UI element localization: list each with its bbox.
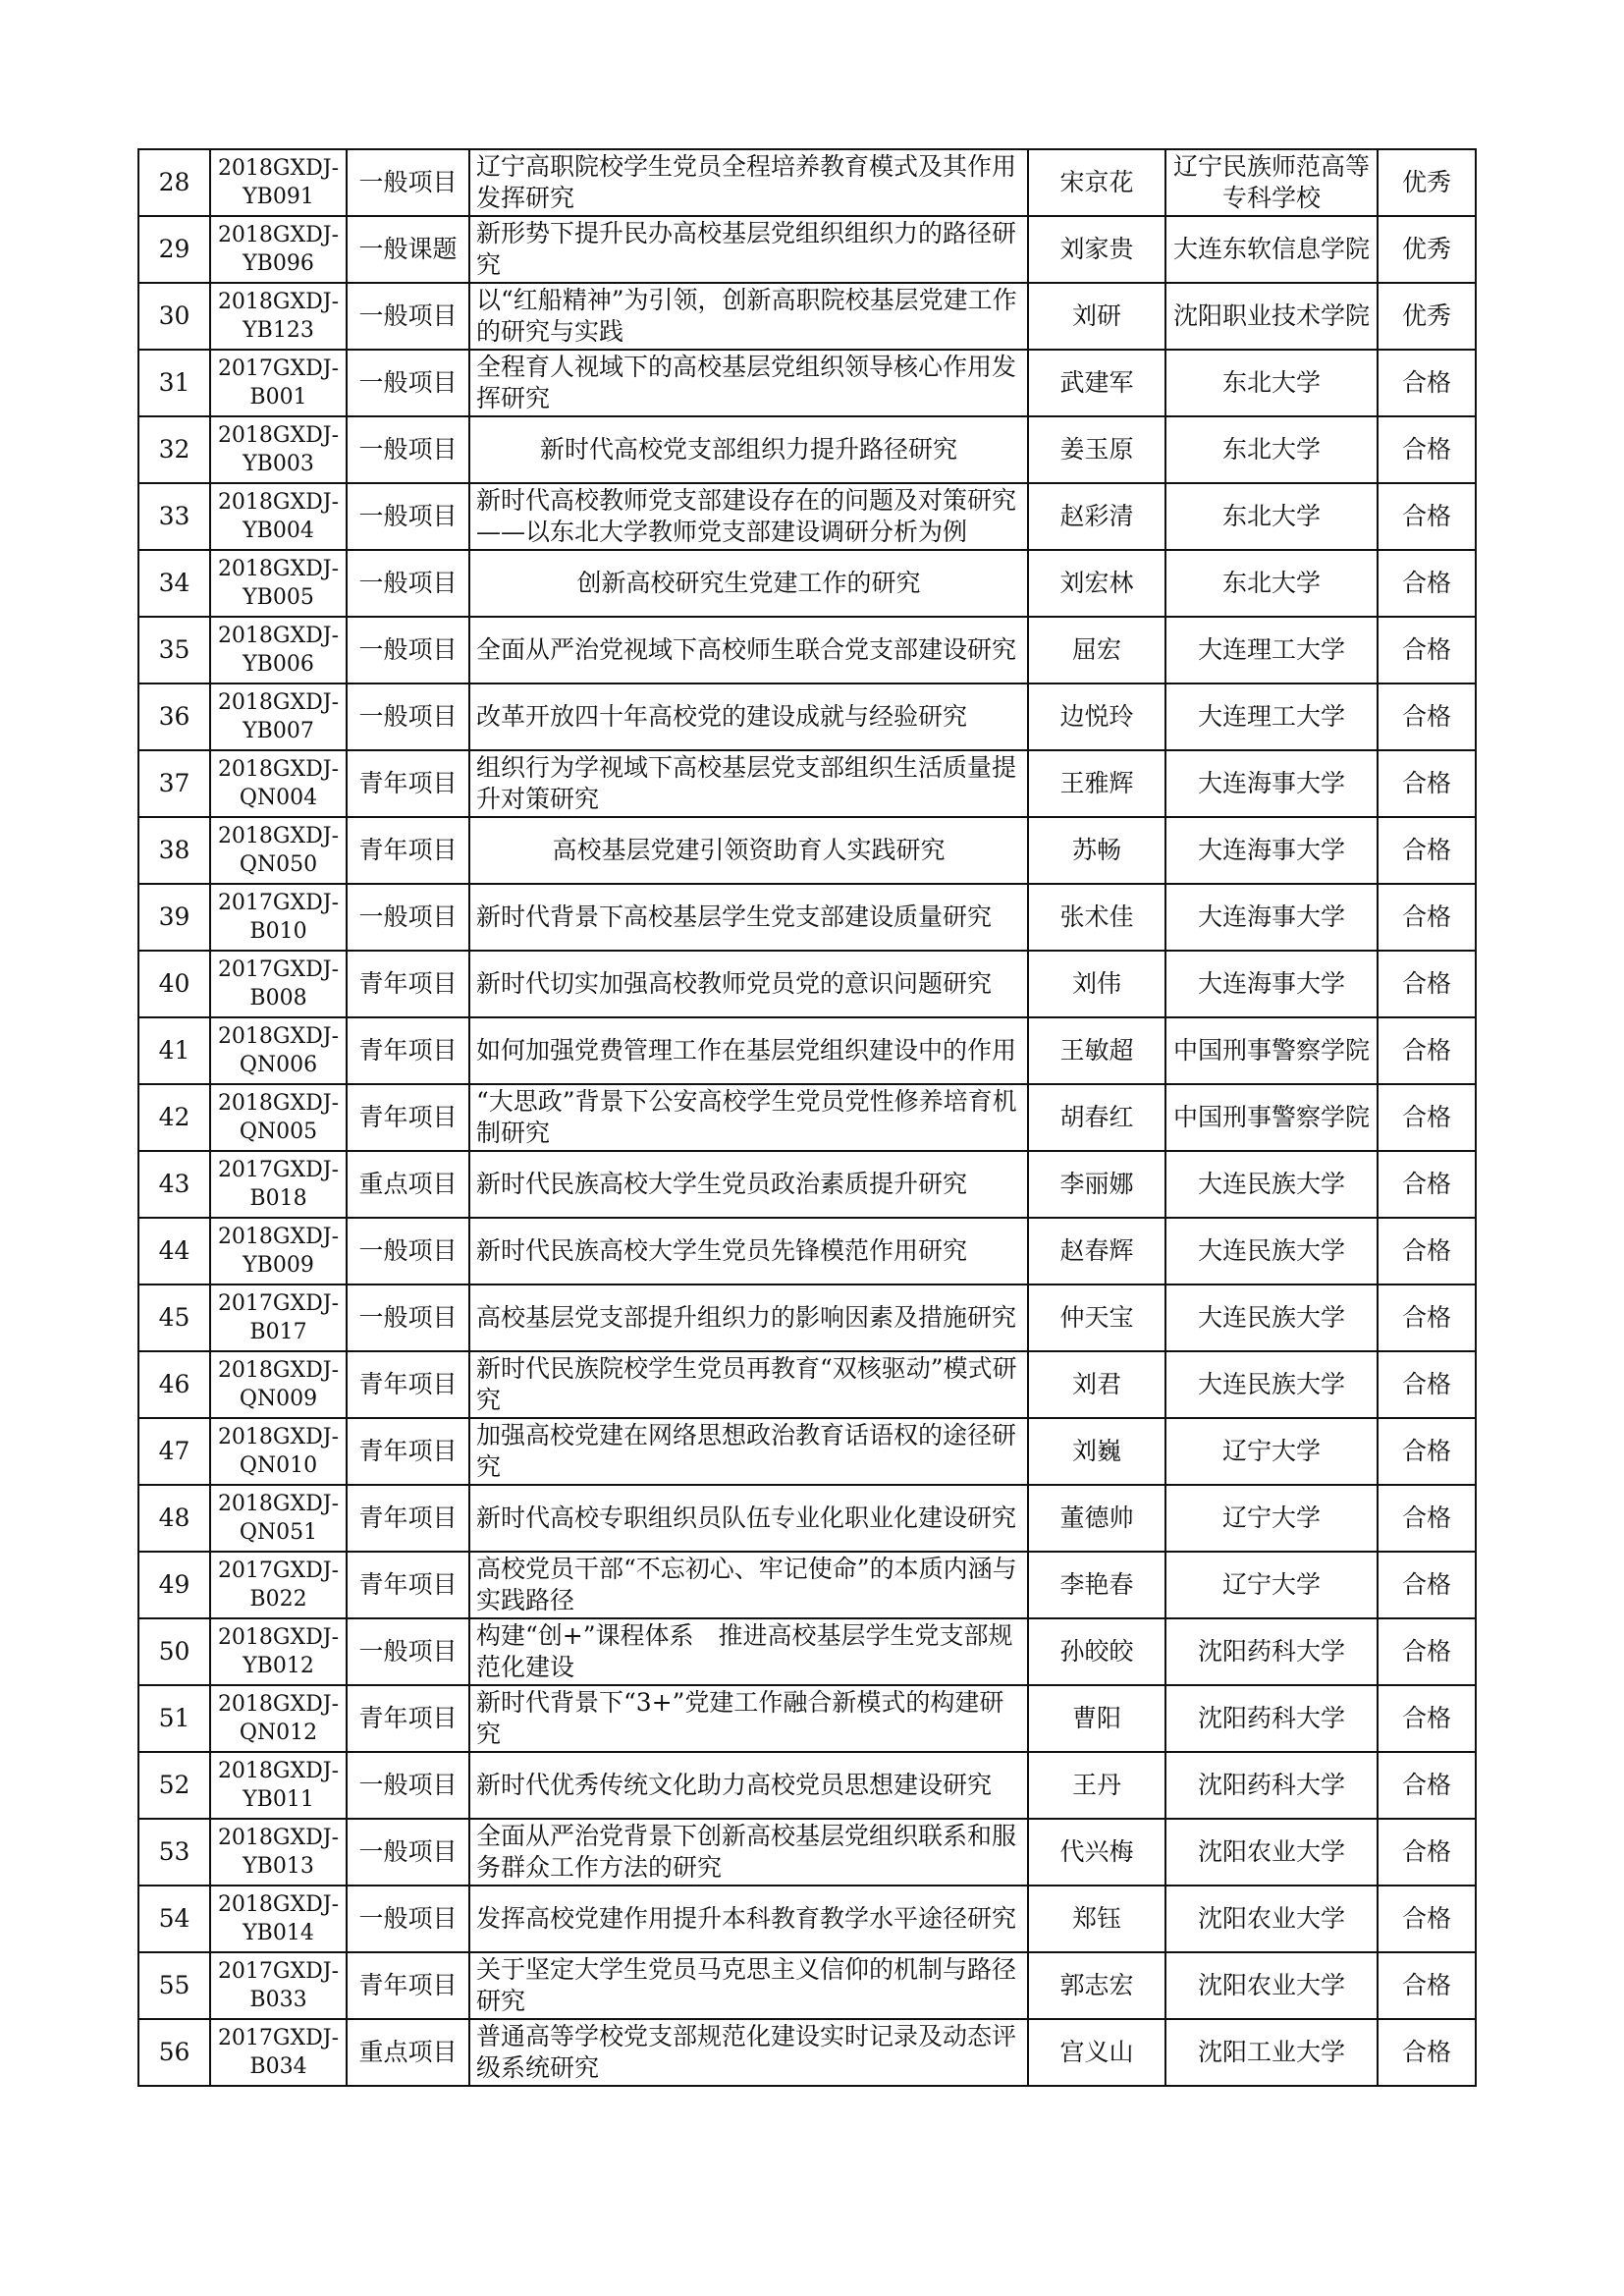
project-type-cell: 一般项目	[347, 1819, 469, 1886]
result-grade-cell: 合格	[1378, 617, 1476, 683]
institution-cell: 大连民族大学	[1165, 1351, 1378, 1418]
table-row	[138, 283, 1476, 350]
table-row	[138, 1952, 1476, 2019]
project-type-cell: 一般项目	[347, 1218, 469, 1285]
project-type-cell: 一般项目	[347, 617, 469, 683]
project-title-cell: 全程育人视域下的高校基层党组织领导核心作用发挥研究	[469, 350, 1028, 416]
table-row	[138, 216, 1476, 283]
project-number-cell: 56	[138, 2019, 210, 2086]
project-code-cell: 2018GXDJ-QN006	[210, 1017, 347, 1084]
project-type-cell: 一般项目	[347, 1618, 469, 1685]
project-title-cell: 新时代高校教师党支部建设存在的问题及对策研究——以东北大学教师党支部建设调研分析为例	[469, 483, 1028, 550]
project-number-cell: 42	[138, 1084, 210, 1151]
project-type-cell: 青年项目	[347, 1552, 469, 1618]
project-title-cell: 新时代优秀传统文化助力高校党员思想建设研究	[469, 1752, 1028, 1819]
institution-cell: 大连海事大学	[1165, 884, 1378, 951]
result-grade-cell: 合格	[1378, 884, 1476, 951]
project-type-cell: 青年项目	[347, 750, 469, 817]
project-number-cell: 45	[138, 1285, 210, 1351]
project-title-cell: 辽宁高职院校学生党员全程培养教育模式及其作用发挥研究	[469, 149, 1028, 216]
project-number-cell: 43	[138, 1151, 210, 1218]
result-grade-cell: 合格	[1378, 1752, 1476, 1819]
table-row	[138, 416, 1476, 483]
institution-cell: 沈阳职业技术学院	[1165, 283, 1378, 350]
project-leader-cell: 刘研	[1028, 283, 1165, 350]
table-row	[138, 683, 1476, 750]
project-number-cell: 28	[138, 149, 210, 216]
project-type-cell: 一般项目	[347, 683, 469, 750]
project-leader-cell: 郑钰	[1028, 1886, 1165, 1952]
project-leader-cell: 孙皎皎	[1028, 1618, 1165, 1685]
project-type-cell: 一般项目	[347, 1752, 469, 1819]
institution-cell: 大连民族大学	[1165, 1285, 1378, 1351]
project-number-cell: 47	[138, 1418, 210, 1485]
project-number-cell: 55	[138, 1952, 210, 2019]
table-row	[138, 483, 1476, 550]
project-number-cell: 44	[138, 1218, 210, 1285]
project-leader-cell: 曹阳	[1028, 1685, 1165, 1752]
project-title-cell: 高校基层党支部提升组织力的影响因素及措施研究	[469, 1285, 1028, 1351]
table-row	[138, 1886, 1476, 1952]
project-leader-cell: 宋京花	[1028, 149, 1165, 216]
institution-cell: 东北大学	[1165, 550, 1378, 617]
project-leader-cell: 胡春红	[1028, 1084, 1165, 1151]
project-code-cell: 2018GXDJ-YB005	[210, 550, 347, 617]
result-grade-cell: 合格	[1378, 1017, 1476, 1084]
institution-cell: 沈阳农业大学	[1165, 1952, 1378, 2019]
project-title-cell: 高校基层党建引领资助育人实践研究	[469, 817, 1028, 884]
institution-cell: 沈阳工业大学	[1165, 2019, 1378, 2086]
result-grade-cell: 合格	[1378, 1218, 1476, 1285]
table-row	[138, 1618, 1476, 1685]
project-title-cell: 新时代高校专职组织员队伍专业化职业化建设研究	[469, 1485, 1028, 1552]
institution-cell: 沈阳农业大学	[1165, 1886, 1378, 1952]
project-code-cell: 2017GXDJ-B008	[210, 951, 347, 1017]
project-number-cell: 40	[138, 951, 210, 1017]
project-code-cell: 2018GXDJ-YB009	[210, 1218, 347, 1285]
project-type-cell: 一般课题	[347, 216, 469, 283]
project-type-cell: 一般项目	[347, 283, 469, 350]
project-number-cell: 29	[138, 216, 210, 283]
project-leader-cell: 郭志宏	[1028, 1952, 1165, 2019]
project-code-cell: 2018GXDJ-YB006	[210, 617, 347, 683]
project-number-cell: 39	[138, 884, 210, 951]
project-code-cell: 2018GXDJ-YB013	[210, 1819, 347, 1886]
project-type-cell: 一般项目	[347, 1285, 469, 1351]
institution-cell: 大连海事大学	[1165, 750, 1378, 817]
project-code-cell: 2017GXDJ-B022	[210, 1552, 347, 1618]
institution-cell: 沈阳药科大学	[1165, 1685, 1378, 1752]
project-type-cell: 青年项目	[347, 951, 469, 1017]
project-leader-cell: 苏畅	[1028, 817, 1165, 884]
result-grade-cell: 合格	[1378, 416, 1476, 483]
project-code-cell: 2017GXDJ-B018	[210, 1151, 347, 1218]
project-leader-cell: 王敏超	[1028, 1017, 1165, 1084]
project-leader-cell: 王丹	[1028, 1752, 1165, 1819]
project-number-cell: 37	[138, 750, 210, 817]
project-number-cell: 50	[138, 1618, 210, 1685]
table-row	[138, 1752, 1476, 1819]
project-code-cell: 2018GXDJ-YB012	[210, 1618, 347, 1685]
project-title-cell: 关于坚定大学生党员马克思主义信仰的机制与路径研究	[469, 1952, 1028, 2019]
institution-cell: 大连民族大学	[1165, 1218, 1378, 1285]
institution-cell: 东北大学	[1165, 350, 1378, 416]
project-type-cell: 一般项目	[347, 884, 469, 951]
project-number-cell: 30	[138, 283, 210, 350]
project-leader-cell: 李丽娜	[1028, 1151, 1165, 1218]
result-grade-cell: 合格	[1378, 350, 1476, 416]
institution-cell: 辽宁大学	[1165, 1485, 1378, 1552]
project-number-cell: 46	[138, 1351, 210, 1418]
project-type-cell: 重点项目	[347, 1151, 469, 1218]
table-row	[138, 1819, 1476, 1886]
project-type-cell: 一般项目	[347, 1886, 469, 1952]
table-row	[138, 149, 1476, 216]
project-leader-cell: 赵春辉	[1028, 1218, 1165, 1285]
project-title-cell: 高校党员干部“不忘初心、牢记使命”的本质内涵与实践路径	[469, 1552, 1028, 1618]
project-leader-cell: 屈宏	[1028, 617, 1165, 683]
project-number-cell: 53	[138, 1819, 210, 1886]
project-number-cell: 54	[138, 1886, 210, 1952]
table-row	[138, 2019, 1476, 2086]
institution-cell: 中国刑事警察学院	[1165, 1084, 1378, 1151]
project-leader-cell: 刘伟	[1028, 951, 1165, 1017]
project-type-cell: 一般项目	[347, 350, 469, 416]
table-row	[138, 1218, 1476, 1285]
result-grade-cell: 优秀	[1378, 216, 1476, 283]
project-number-cell: 32	[138, 416, 210, 483]
project-title-cell: 新时代民族高校大学生党员先锋模范作用研究	[469, 1218, 1028, 1285]
project-code-cell: 2018GXDJ-YB007	[210, 683, 347, 750]
project-code-cell: 2018GXDJ-QN051	[210, 1485, 347, 1552]
table-row	[138, 1084, 1476, 1151]
project-number-cell: 51	[138, 1685, 210, 1752]
project-code-cell: 2018GXDJ-YB014	[210, 1886, 347, 1952]
project-leader-cell: 赵彩清	[1028, 483, 1165, 550]
result-grade-cell: 合格	[1378, 1952, 1476, 2019]
project-code-cell: 2018GXDJ-YB096	[210, 216, 347, 283]
project-leader-cell: 宫义山	[1028, 2019, 1165, 2086]
project-code-cell: 2018GXDJ-QN012	[210, 1685, 347, 1752]
project-type-cell: 青年项目	[347, 1351, 469, 1418]
result-grade-cell: 合格	[1378, 750, 1476, 817]
table-row	[138, 884, 1476, 951]
project-title-cell: 以“红船精神”为引领，创新高职院校基层党建工作的研究与实践	[469, 283, 1028, 350]
project-leader-cell: 武建军	[1028, 350, 1165, 416]
result-grade-cell: 合格	[1378, 1886, 1476, 1952]
project-leader-cell: 刘巍	[1028, 1418, 1165, 1485]
institution-cell: 辽宁大学	[1165, 1418, 1378, 1485]
institution-cell: 沈阳农业大学	[1165, 1819, 1378, 1886]
project-code-cell: 2018GXDJ-QN010	[210, 1418, 347, 1485]
result-grade-cell: 优秀	[1378, 283, 1476, 350]
result-grade-cell: 合格	[1378, 683, 1476, 750]
project-type-cell: 一般项目	[347, 149, 469, 216]
table-row	[138, 1552, 1476, 1618]
project-type-cell: 重点项目	[347, 2019, 469, 2086]
institution-cell: 中国刑事警察学院	[1165, 1017, 1378, 1084]
institution-cell: 辽宁民族师范高等专科学校	[1165, 149, 1378, 216]
result-grade-cell: 优秀	[1378, 149, 1476, 216]
project-number-cell: 36	[138, 683, 210, 750]
project-leader-cell: 李艳春	[1028, 1552, 1165, 1618]
institution-cell: 大连海事大学	[1165, 951, 1378, 1017]
project-leader-cell: 仲天宝	[1028, 1285, 1165, 1351]
institution-cell: 大连理工大学	[1165, 617, 1378, 683]
results-table	[137, 148, 1477, 2087]
institution-cell: 东北大学	[1165, 483, 1378, 550]
project-code-cell: 2017GXDJ-B010	[210, 884, 347, 951]
project-title-cell: 新时代背景下“3+”党建工作融合新模式的构建研究	[469, 1685, 1028, 1752]
project-code-cell: 2018GXDJ-YB123	[210, 283, 347, 350]
table-row	[138, 1685, 1476, 1752]
project-number-cell: 41	[138, 1017, 210, 1084]
result-grade-cell: 合格	[1378, 483, 1476, 550]
result-grade-cell: 合格	[1378, 1351, 1476, 1418]
result-grade-cell: 合格	[1378, 2019, 1476, 2086]
table-row	[138, 750, 1476, 817]
project-code-cell: 2018GXDJ-YB004	[210, 483, 347, 550]
institution-cell: 沈阳药科大学	[1165, 1618, 1378, 1685]
result-grade-cell: 合格	[1378, 1418, 1476, 1485]
result-grade-cell: 合格	[1378, 817, 1476, 884]
table-row	[138, 817, 1476, 884]
project-title-cell: 新时代民族院校学生党员再教育“双核驱动”模式研究	[469, 1351, 1028, 1418]
project-title-cell: 创新高校研究生党建工作的研究	[469, 550, 1028, 617]
project-type-cell: 青年项目	[347, 1952, 469, 2019]
project-leader-cell: 代兴梅	[1028, 1819, 1165, 1886]
project-title-cell: 新时代高校党支部组织力提升路径研究	[469, 416, 1028, 483]
institution-cell: 大连理工大学	[1165, 683, 1378, 750]
project-title-cell: 新时代背景下高校基层学生党支部建设质量研究	[469, 884, 1028, 951]
project-title-cell: 改革开放四十年高校党的建设成就与经验研究	[469, 683, 1028, 750]
result-grade-cell: 合格	[1378, 1485, 1476, 1552]
project-title-cell: 新时代切实加强高校教师党员党的意识问题研究	[469, 951, 1028, 1017]
project-number-cell: 38	[138, 817, 210, 884]
result-grade-cell: 合格	[1378, 1819, 1476, 1886]
result-grade-cell: 合格	[1378, 1084, 1476, 1151]
project-code-cell: 2017GXDJ-B001	[210, 350, 347, 416]
project-number-cell: 33	[138, 483, 210, 550]
project-type-cell: 一般项目	[347, 483, 469, 550]
project-type-cell: 青年项目	[347, 1017, 469, 1084]
project-title-cell: 如何加强党费管理工作在基层党组织建设中的作用	[469, 1017, 1028, 1084]
project-type-cell: 青年项目	[347, 1418, 469, 1485]
project-leader-cell: 董德帅	[1028, 1485, 1165, 1552]
project-code-cell: 2018GXDJ-QN004	[210, 750, 347, 817]
table-row	[138, 617, 1476, 683]
table-row	[138, 350, 1476, 416]
project-number-cell: 52	[138, 1752, 210, 1819]
table-row	[138, 1418, 1476, 1485]
project-number-cell: 48	[138, 1485, 210, 1552]
project-title-cell: 全面从严治党背景下创新高校基层党组织联系和服务群众工作方法的研究	[469, 1819, 1028, 1886]
project-leader-cell: 边悦玲	[1028, 683, 1165, 750]
result-grade-cell: 合格	[1378, 1685, 1476, 1752]
project-code-cell: 2018GXDJ-QN005	[210, 1084, 347, 1151]
result-grade-cell: 合格	[1378, 1618, 1476, 1685]
project-code-cell: 2017GXDJ-B034	[210, 2019, 347, 2086]
project-type-cell: 青年项目	[347, 817, 469, 884]
institution-cell: 大连东软信息学院	[1165, 216, 1378, 283]
project-leader-cell: 王雅辉	[1028, 750, 1165, 817]
project-code-cell: 2018GXDJ-QN009	[210, 1351, 347, 1418]
project-title-cell: 新形势下提升民办高校基层党组织组织力的路径研究	[469, 216, 1028, 283]
project-type-cell: 一般项目	[347, 550, 469, 617]
institution-cell: 辽宁大学	[1165, 1552, 1378, 1618]
project-title-cell: 组织行为学视域下高校基层党支部组织生活质量提升对策研究	[469, 750, 1028, 817]
project-title-cell: “大思政”背景下公安高校学生党员党性修养培育机制研究	[469, 1084, 1028, 1151]
project-number-cell: 31	[138, 350, 210, 416]
project-title-cell: 构建“创+”课程体系 推进高校基层学生党支部规范化建设	[469, 1618, 1028, 1685]
table-row	[138, 1151, 1476, 1218]
project-leader-cell: 刘家贵	[1028, 216, 1165, 283]
project-code-cell: 2017GXDJ-B017	[210, 1285, 347, 1351]
project-code-cell: 2017GXDJ-B033	[210, 1952, 347, 2019]
project-number-cell: 34	[138, 550, 210, 617]
result-grade-cell: 合格	[1378, 1151, 1476, 1218]
project-code-cell: 2018GXDJ-YB091	[210, 149, 347, 216]
result-grade-cell: 合格	[1378, 951, 1476, 1017]
project-leader-cell: 刘宏林	[1028, 550, 1165, 617]
project-leader-cell: 张术佳	[1028, 884, 1165, 951]
table-row	[138, 1485, 1476, 1552]
result-grade-cell: 合格	[1378, 550, 1476, 617]
project-title-cell: 发挥高校党建作用提升本科教育教学水平途径研究	[469, 1886, 1028, 1952]
institution-cell: 东北大学	[1165, 416, 1378, 483]
project-leader-cell: 刘君	[1028, 1351, 1165, 1418]
institution-cell: 大连海事大学	[1165, 817, 1378, 884]
table-body	[138, 149, 1476, 2086]
institution-cell: 大连民族大学	[1165, 1151, 1378, 1218]
project-type-cell: 一般项目	[347, 416, 469, 483]
project-number-cell: 35	[138, 617, 210, 683]
table-row	[138, 1285, 1476, 1351]
table-row	[138, 550, 1476, 617]
table-row	[138, 951, 1476, 1017]
project-type-cell: 青年项目	[347, 1084, 469, 1151]
project-code-cell: 2018GXDJ-QN050	[210, 817, 347, 884]
table-row	[138, 1017, 1476, 1084]
project-type-cell: 青年项目	[347, 1485, 469, 1552]
project-title-cell: 全面从严治党视域下高校师生联合党支部建设研究	[469, 617, 1028, 683]
result-grade-cell: 合格	[1378, 1552, 1476, 1618]
project-title-cell: 新时代民族高校大学生党员政治素质提升研究	[469, 1151, 1028, 1218]
project-type-cell: 青年项目	[347, 1685, 469, 1752]
project-code-cell: 2018GXDJ-YB011	[210, 1752, 347, 1819]
project-number-cell: 49	[138, 1552, 210, 1618]
project-title-cell: 加强高校党建在网络思想政治教育话语权的途径研究	[469, 1418, 1028, 1485]
table-row	[138, 1351, 1476, 1418]
result-grade-cell: 合格	[1378, 1285, 1476, 1351]
project-code-cell: 2018GXDJ-YB003	[210, 416, 347, 483]
institution-cell: 沈阳药科大学	[1165, 1752, 1378, 1819]
project-title-cell: 普通高等学校党支部规范化建设实时记录及动态评级系统研究	[469, 2019, 1028, 2086]
project-leader-cell: 姜玉原	[1028, 416, 1165, 483]
